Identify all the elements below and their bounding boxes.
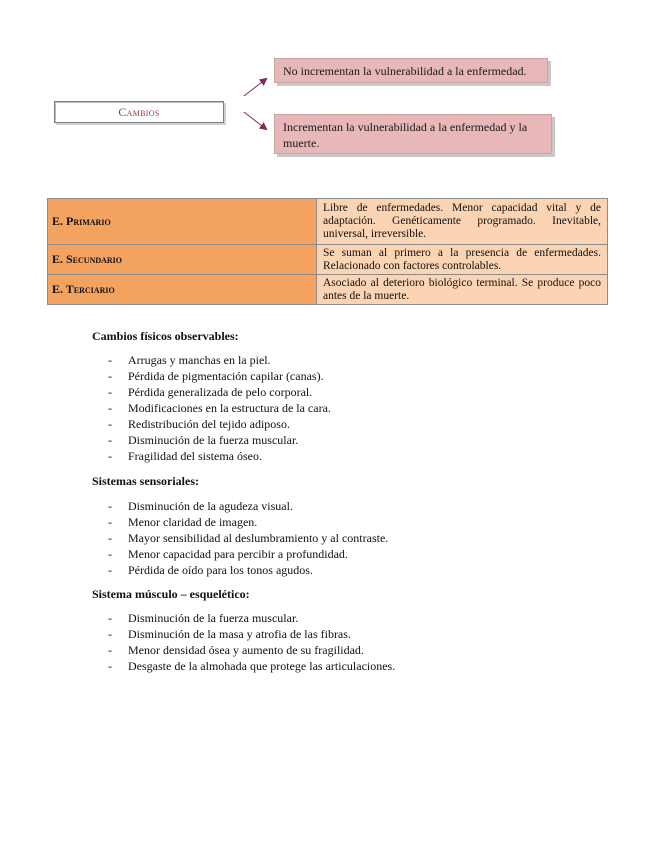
list-item: - Disminución de la fuerza muscular. — [108, 611, 299, 625]
stage-desc-secundario: Se suman al primero a la presencia de enfermedades. Relacionado con factores controlables. — [317, 245, 608, 275]
bullet-dash: - — [108, 611, 112, 625]
bullet-dash: - — [108, 627, 112, 641]
list-item: - Redistribución del tejido adiposo. — [108, 417, 290, 431]
branch-text-2: Incrementan la vulnerabilidad a la enfermedad y la muerte. — [283, 120, 528, 150]
table-row — [48, 275, 608, 305]
bullet-dash: - — [108, 449, 112, 463]
list-item: - Menor claridad de imagen. — [108, 515, 258, 529]
stage-desc-primario: Libre de enfermedades. Menor capacidad vital y de adaptación. Genéticamente programado. Inevitable, universal, irreversible. — [317, 199, 608, 245]
list-item: - Disminución de la agudeza visual. — [108, 499, 293, 513]
branch-box-2 — [274, 114, 552, 154]
list-item: - Desgaste de la almohada que protege las articulaciones. — [108, 659, 396, 673]
stage-name-primario: E. Primario — [48, 199, 317, 245]
bullet-dash: - — [108, 401, 112, 415]
bullet-dash: - — [108, 547, 112, 561]
stage-name-terciario: E. Terciario — [48, 275, 317, 305]
bullet-dash: - — [108, 433, 112, 447]
stages-table — [47, 198, 608, 305]
arrow-up-icon — [244, 79, 266, 96]
section-title-fisicos: Cambios físicos observables: — [92, 329, 239, 343]
branch-box-1 — [274, 58, 548, 83]
list-item: - Menor capacidad para percibir a profundidad. — [108, 547, 348, 561]
cambios-label: Cambios — [118, 104, 160, 119]
list-musculo — [108, 610, 395, 674]
list-item: - Modificaciones en la estructura de la cara. — [108, 401, 331, 415]
list-fisicos — [108, 352, 331, 464]
list-item: - Arrugas y manchas en la piel. — [108, 353, 271, 367]
bullet-dash: - — [108, 659, 112, 673]
bullet-dash: - — [108, 385, 112, 399]
table-row — [48, 199, 608, 245]
list-item: - Disminución de la fuerza muscular. — [108, 433, 299, 447]
arrow-down-icon — [244, 112, 266, 129]
table-row — [48, 245, 608, 275]
stage-name-secundario: E. Secundario — [48, 245, 317, 275]
list-item: - Menor densidad ósea y aumento de su fragilidad. — [108, 643, 364, 657]
stage-desc-terciario: Asociado al deterioro biológico terminal. Se produce poco antes de la muerte. — [317, 275, 608, 305]
bullet-dash: - — [108, 369, 112, 383]
branch-text-1: No incrementan la vulnerabilidad a la enfermedad. — [283, 64, 527, 78]
list-item: - Pérdida de oído para los tonos agudos. — [108, 563, 313, 577]
list-item: - Pérdida generalizada de pelo corporal. — [108, 385, 313, 399]
bullet-dash: - — [108, 417, 112, 431]
list-item: - Mayor sensibilidad al deslumbramiento y al contraste. — [108, 531, 389, 545]
bullet-dash: - — [108, 499, 112, 513]
bullet-dash: - — [108, 643, 112, 657]
section-title-musculo: Sistema músculo – esquelético: — [92, 587, 250, 601]
bullet-dash: - — [108, 531, 112, 545]
list-item: - Disminución de la masa y atrofia de las fibras. — [108, 627, 351, 641]
bullet-dash: - — [108, 515, 112, 529]
list-item: - Fragilidad del sistema óseo. — [108, 449, 262, 463]
bullet-dash: - — [108, 563, 112, 577]
bullet-dash: - — [108, 353, 112, 367]
list-item: - Pérdida de pigmentación capilar (canas). — [108, 369, 324, 383]
section-title-sensoriales: Sistemas sensoriales: — [92, 474, 199, 488]
list-sensoriales — [108, 498, 388, 578]
